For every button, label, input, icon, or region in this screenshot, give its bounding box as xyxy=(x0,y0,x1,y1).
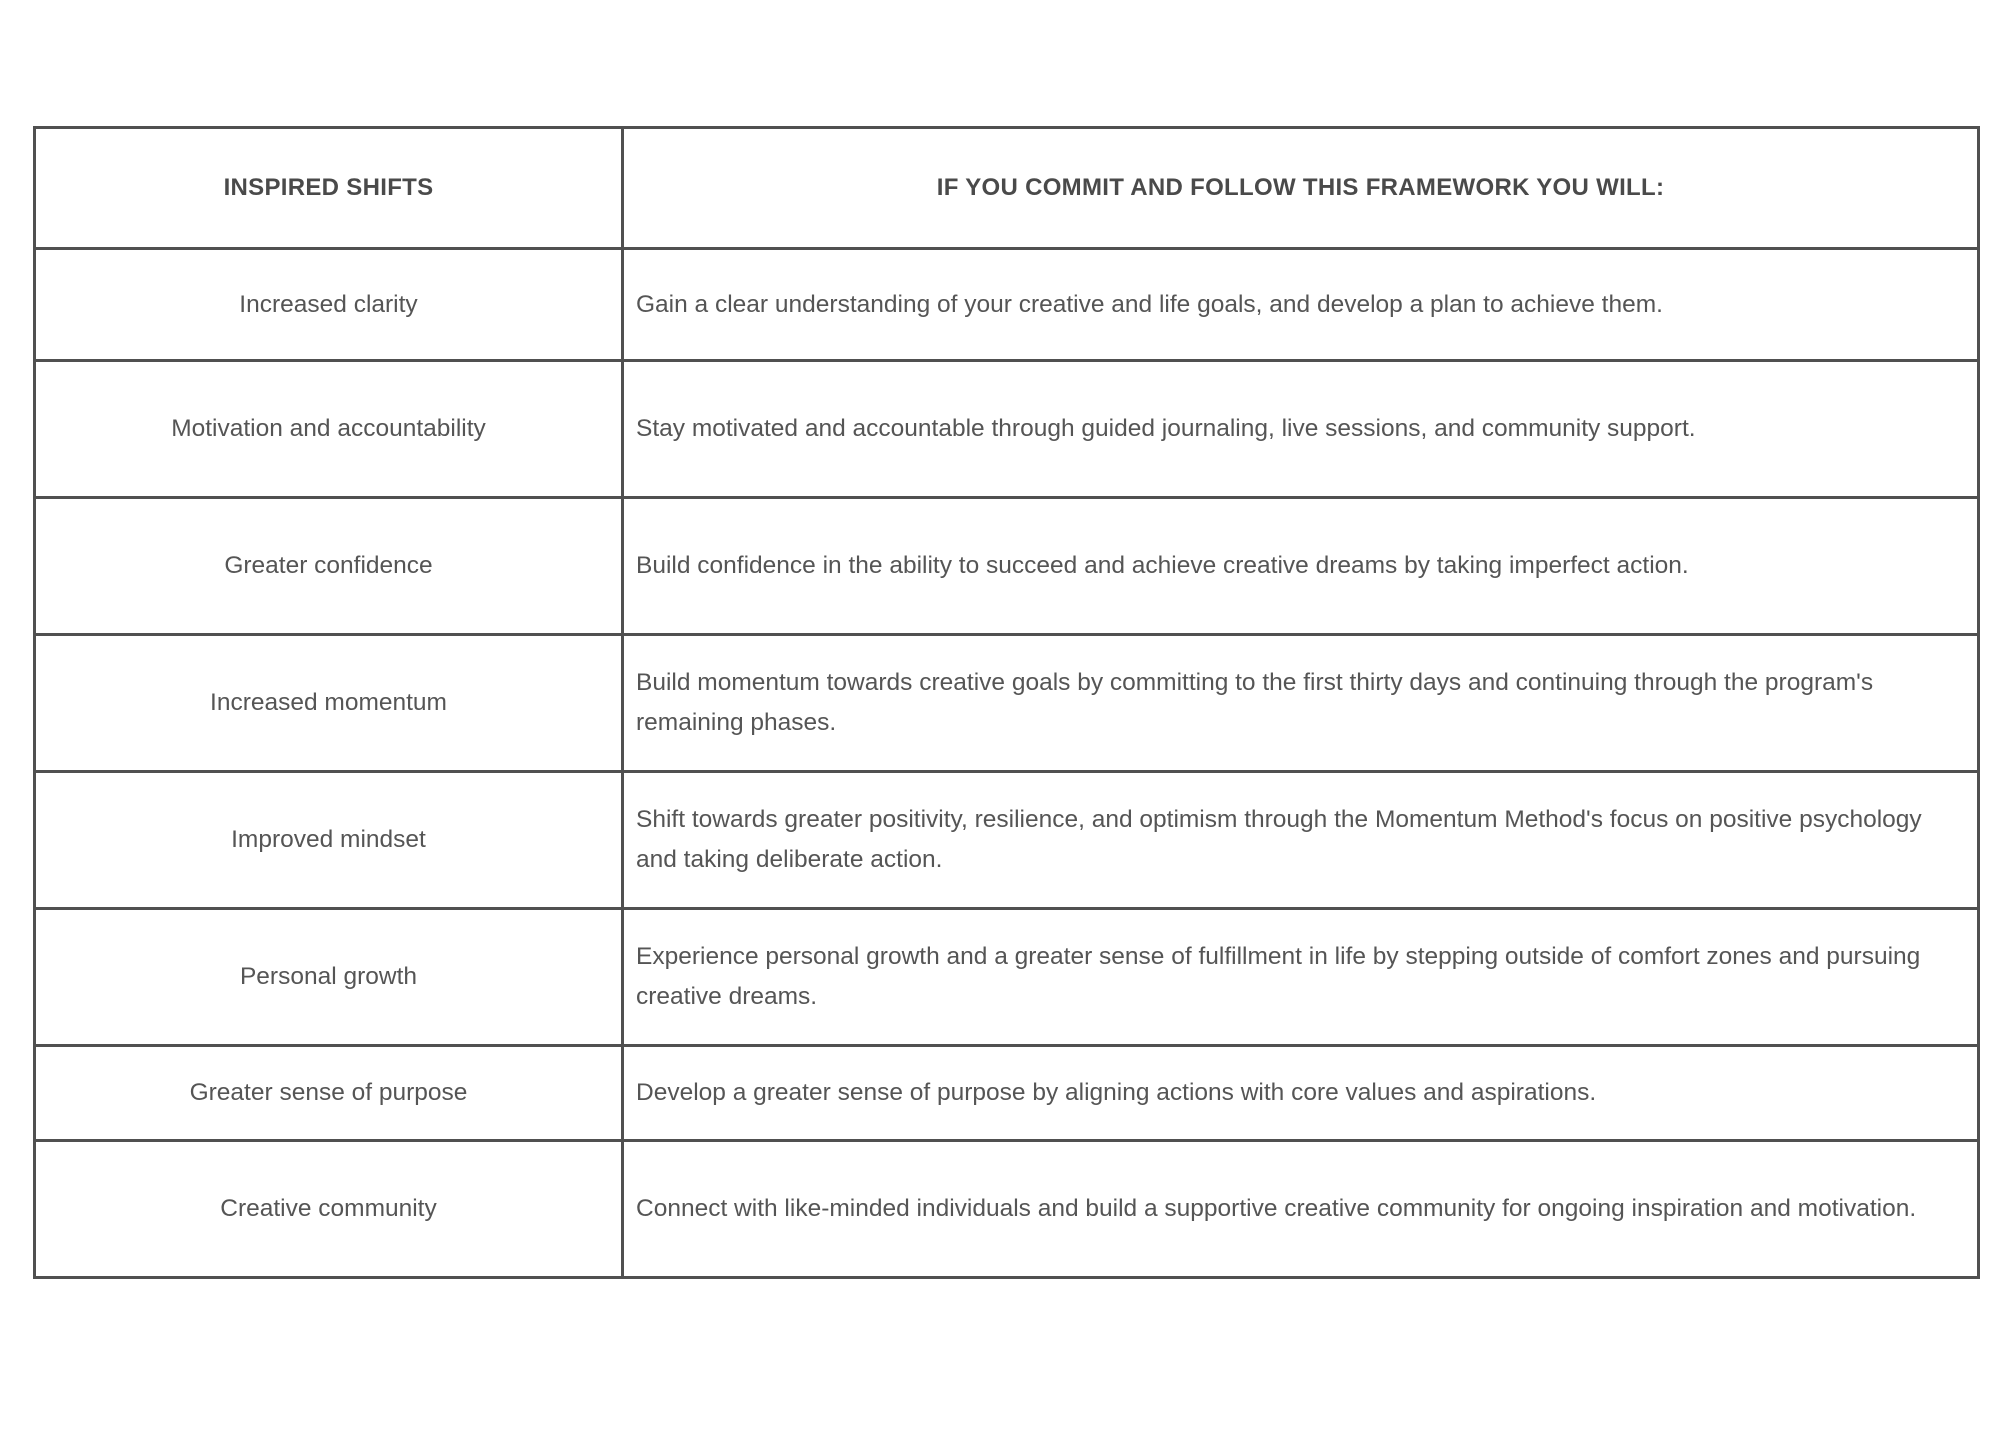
shift-cell: Increased momentum xyxy=(35,635,623,772)
shift-cell: Motivation and accountability xyxy=(35,361,623,498)
table-row xyxy=(35,1046,1979,1141)
inspired-shifts-table-container xyxy=(33,126,1977,1279)
table-row xyxy=(35,1141,1979,1278)
outcome-cell: Build momentum towards creative goals by committing to the first thirty days and continuing through the program's remaining phases. xyxy=(623,635,1979,772)
outcome-cell: Shift towards greater positivity, resilience, and optimism through the Momentum Method's focus on positive psychology and taking deliberate action. xyxy=(623,772,1979,909)
shift-cell: Increased clarity xyxy=(35,249,623,361)
inspired-shifts-table xyxy=(33,126,1980,1279)
table-row xyxy=(35,249,1979,361)
table-header-row xyxy=(35,128,1979,249)
outcome-cell: Develop a greater sense of purpose by aligning actions with core values and aspirations. xyxy=(623,1046,1979,1141)
shift-cell: Personal growth xyxy=(35,909,623,1046)
outcome-cell: Experience personal growth and a greater sense of fulfillment in life by stepping outside of comfort zones and pursuing creative dreams. xyxy=(623,909,1979,1046)
table-row xyxy=(35,909,1979,1046)
shift-cell: Greater sense of purpose xyxy=(35,1046,623,1141)
shift-cell: Creative community xyxy=(35,1141,623,1278)
table-row xyxy=(35,772,1979,909)
outcome-cell: Gain a clear understanding of your creative and life goals, and develop a plan to achieve them. xyxy=(623,249,1979,361)
header-framework-outcomes: IF YOU COMMIT AND FOLLOW THIS FRAMEWORK YOU WILL: xyxy=(623,128,1979,249)
table-row xyxy=(35,635,1979,772)
shift-cell: Improved mindset xyxy=(35,772,623,909)
table-row xyxy=(35,361,1979,498)
outcome-cell: Connect with like-minded individuals and build a supportive creative community for ongoing inspiration and motivation. xyxy=(623,1141,1979,1278)
outcome-cell: Build confidence in the ability to succeed and achieve creative dreams by taking imperfect action. xyxy=(623,498,1979,635)
table-row xyxy=(35,498,1979,635)
outcome-cell: Stay motivated and accountable through guided journaling, live sessions, and community support. xyxy=(623,361,1979,498)
header-inspired-shifts: INSPIRED SHIFTS xyxy=(35,128,623,249)
shift-cell: Greater confidence xyxy=(35,498,623,635)
